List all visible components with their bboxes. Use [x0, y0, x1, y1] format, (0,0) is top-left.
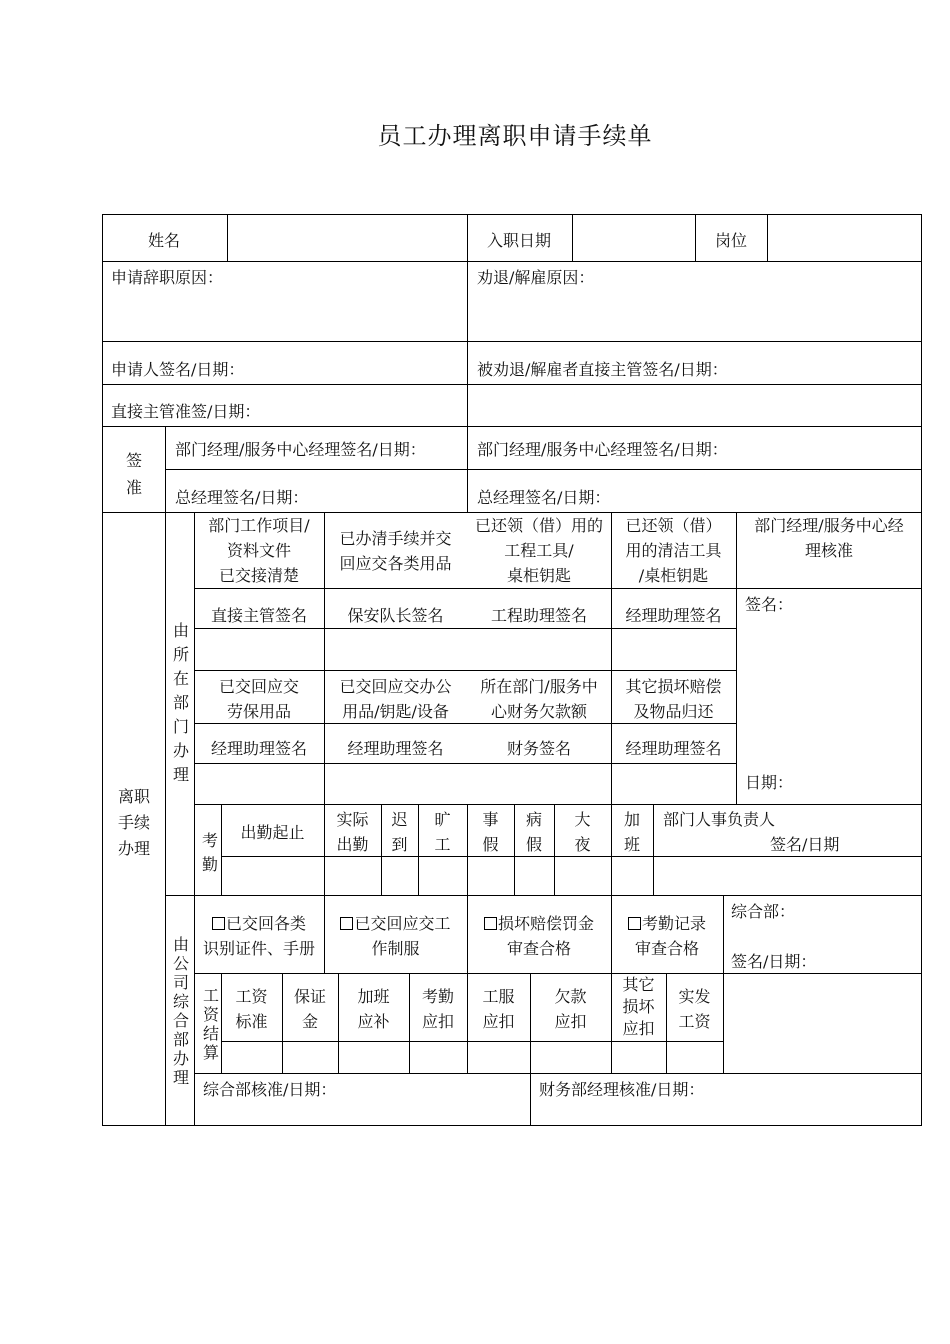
row3-col1: 已交回应交 劳保用品	[218, 677, 299, 721]
approval-label: 签 准	[125, 451, 142, 497]
checkbox-icon[interactable]	[628, 917, 641, 930]
salary-attendance-deduct: 考勤 应扣	[421, 987, 454, 1031]
salary-standard: 工资 标准	[235, 987, 268, 1031]
finance-approve-label: 财务部经理核准/日期：	[539, 1080, 705, 1099]
salary-uniform-deduct: 工服 应扣	[482, 987, 515, 1031]
checkbox-icon[interactable]	[484, 917, 497, 930]
hr-sign-line1: 部门人事负责人	[663, 810, 776, 829]
sign-label: 签名：	[745, 595, 794, 614]
row2-col3: 工程助理签名	[490, 606, 587, 625]
resign-reason-label: 申请辞职原因：	[111, 268, 224, 287]
page-title: 员工办理离职申请手续单	[377, 122, 653, 150]
salary-debt-deduct: 欠款 应扣	[554, 987, 587, 1031]
join-date-label: 入职日期	[487, 231, 552, 250]
hr-sign-line2: 签名/日期	[770, 835, 840, 854]
row2-col1: 直接主管签名	[210, 606, 307, 625]
row4-col2: 经理助理签名	[347, 739, 444, 758]
attendance-sick-leave: 病 假	[525, 810, 542, 854]
row4-col4: 经理助理签名	[625, 739, 722, 758]
company-section-label: 由 公 司 综 合 部 办 理	[172, 935, 189, 1087]
row1-col4: 已还领（借） 用的清洁工具 /桌柜钥匙	[625, 516, 722, 585]
row2-col2: 保安队长签名	[347, 606, 444, 625]
admin-dept-label: 综合部：	[731, 902, 796, 921]
check-ids: 已交回各类 识别证件、手册	[202, 914, 315, 958]
row3-col2: 已交回应交办公 用品/钥匙/设备	[339, 677, 452, 721]
salary-deposit: 保证 金	[293, 987, 326, 1031]
check-attendance: 考勤记录 审查合格	[611, 911, 723, 961]
dept-manager-sign-left: 部门经理/服务中心经理签名/日期：	[175, 440, 426, 459]
admin-approve-label: 综合部核准/日期：	[203, 1080, 337, 1099]
checkbox-icon[interactable]	[340, 917, 353, 930]
salary-label: 工 资 结 算	[202, 986, 219, 1062]
salary-other-damage: 其它 损坏 应扣	[622, 975, 655, 1038]
row3-col3: 所在部门/服务中 心财务欠款额	[480, 677, 598, 721]
gm-sign-right: 总经理签名/日期：	[477, 488, 611, 507]
dept-section-label: 由 所 在 部 门 办 理	[172, 621, 189, 784]
check-damage: 损坏赔偿罚金 审查合格	[467, 911, 611, 961]
row3-col4: 其它损坏赔偿 及物品归还	[625, 677, 722, 721]
salary-overtime-pay: 加班 应补	[357, 987, 390, 1031]
attendance-overtime: 加 班	[623, 810, 640, 854]
check-uniform: 已交回应交工 作制服	[324, 911, 467, 961]
row4-col1: 经理助理签名	[210, 739, 307, 758]
row2-col4: 经理助理签名	[625, 606, 722, 625]
date-label: 日期：	[745, 773, 794, 792]
checkbox-icon[interactable]	[212, 917, 225, 930]
attendance-personal-leave: 事 假	[482, 810, 499, 854]
applicant-sign-label: 申请人签名/日期：	[111, 360, 245, 379]
salary-actual-pay: 实发 工资	[678, 987, 711, 1031]
gm-sign-left: 总经理签名/日期：	[175, 488, 309, 507]
attendance-late: 迟 到	[391, 810, 408, 854]
admin-sign-label: 签名/日期：	[731, 952, 817, 971]
dismiss-reason-label: 劝退/解雇原因：	[477, 268, 595, 287]
name-label: 姓名	[148, 231, 181, 250]
attendance-period: 出勤起止	[240, 823, 305, 842]
row1-col2: 已办清手续并交 回应交各类用品	[339, 529, 452, 573]
procedure-label: 离职 手续 办理	[117, 787, 150, 858]
row1-col1: 部门工作项目/ 资料文件 已交接清楚	[208, 516, 310, 585]
direct-supervisor-approve-label: 直接主管准签/日期：	[111, 402, 261, 421]
row1-col5: 部门经理/服务中心经 理核准	[754, 516, 904, 560]
attendance-absent: 旷 工	[434, 810, 451, 854]
dept-manager-sign-right: 部门经理/服务中心经理签名/日期：	[477, 440, 728, 459]
attendance-actual: 实际 出勤	[336, 810, 369, 854]
dismissed-supervisor-sign-label: 被劝退/解雇者直接主管签名/日期：	[477, 360, 728, 379]
row1-col3: 已还领（借）用的 工程工具/ 桌柜钥匙	[474, 516, 603, 585]
row4-col3: 财务签名	[506, 739, 571, 758]
position-label: 岗位	[715, 231, 748, 250]
attendance-night: 大 夜	[574, 810, 591, 854]
attendance-label: 考 勤	[201, 831, 218, 874]
